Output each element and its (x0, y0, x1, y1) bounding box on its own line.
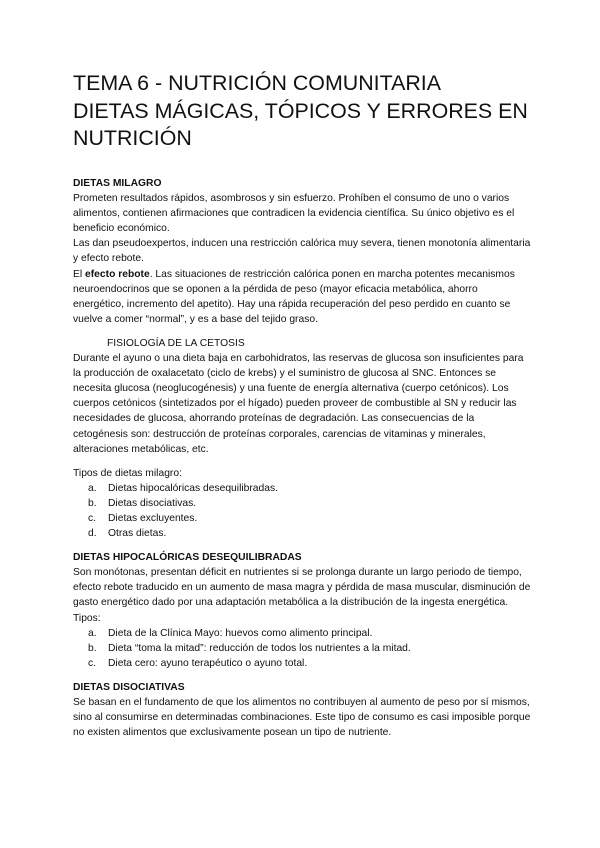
paragraph-efecto-rebote (73, 267, 531, 327)
paragraph-milagro-intro: Prometen resultados rápidos, asombrosos y sin esfuerzo. Prohíben el consumo de uno o varios alimentos, contienen afirmaciones que contradicen la evidencia científica. Su único objetivo es el beneficio económico. (73, 193, 515, 235)
list-marker: c. (88, 657, 97, 669)
document-title (73, 70, 573, 153)
list-item-text: Otras dietas. (108, 528, 167, 540)
list-item (73, 481, 531, 496)
document-body (73, 176, 531, 740)
heading-hipocaloricas: DIETAS HIPOCALÓRICAS DESEQUILIBRADAS (73, 552, 302, 564)
efecto-rebote-text: . Las situaciones de restricción calórica ponen en marcha potentes mecanismos neuroendocrinos que se oponen a la pérdida de peso (mayor eficacia metabólica, ahorro energético, incremento del apetito). Hay una rápida recuperación del peso perdido en cuanto se vuelve a comer “normal”, y es a base del tejido graso. (73, 268, 515, 325)
paragraph-hipocaloricas: Son monótonas, presentan déficit en nutrientes si se prolonga durante un largo periodo de tiempo, efecto rebote traducido en un aumento de masa magra y pérdida de masa muscular, disminución de gasto energético dado por una adaptación metabólica a la distribución de la ingesta energética. (73, 567, 531, 609)
title-line-3: NUTRICIÓN (73, 126, 192, 150)
list-item-text: Dietas excluyentes. (108, 512, 198, 524)
list-marker: a. (88, 627, 97, 639)
hipocaloricas-tipos-label: Tipos: (73, 612, 101, 624)
list-marker: b. (88, 497, 97, 509)
heading-disociativas: DIETAS DISOCIATIVAS (73, 681, 185, 693)
paragraph-cetosis: Durante el ayuno o una dieta baja en carbohidratos, las reservas de glucosa son insuficientes para la producción de oxalacetato (ciclo de krebs) y el suministro de glucosa al SNC. Entonces se necesita glucosa (neoglucogénesis) y una fuente de energía alternativa (cuerpo cetónicos). Los cuerpos cetónicos (sintetizados por el hígado) pueden proveer de combustible al SN y reducir las necesidades de glucosa, ahorrando proteínas de degradación. Las consecuencias de la cetogénesis son: destrucción de proteínas corporales, carencias de vitaminas y minerales, alteraciones metabólicas, etc. (73, 353, 524, 455)
list-item-text: Dietas hipocalóricas desequilibradas. (108, 482, 278, 494)
paragraph-disociativas: Se basan en el fundamento de que los alimentos no contribuyen al aumento de peso por sí mismos, sino al consumirse en determinadas combinaciones. Este tipo de consumo es casi imposible porque no existen alimentos que exclusivamente posean un tipo de nutriente. (73, 697, 531, 739)
list-item (73, 526, 531, 541)
list-marker: b. (88, 642, 97, 654)
efecto-rebote-term: efecto rebote (85, 268, 150, 280)
list-item (73, 656, 531, 671)
list-marker: a. (88, 482, 97, 494)
heading-fisiologia-cetosis: FISIOLOGÍA DE LA CETOSIS (107, 337, 245, 349)
list-item (73, 496, 531, 511)
paragraph-milagro-pseudoexpertos: Las dan pseudoexpertos, inducen una restricción calórica muy severa, tienen monotonía alimentaria y efecto rebote. (73, 238, 531, 265)
hipocaloricas-list (73, 626, 531, 671)
list-item-text: Dietas disociativas. (108, 497, 197, 509)
list-item (73, 511, 531, 526)
list-item-text: Dieta de la Clínica Mayo: huevos como alimento principal. (108, 627, 373, 639)
list-item (73, 641, 531, 656)
list-marker: c. (88, 512, 97, 524)
heading-dietas-milagro: DIETAS MILAGRO (73, 178, 162, 189)
tipos-intro: Tipos de dietas milagro: (73, 467, 182, 479)
list-item-text: Dieta cero: ayuno terapéutico o ayuno total. (108, 657, 308, 669)
list-item-text: Dieta “toma la mitad”: reducción de todos los nutrientes a la mitad. (108, 642, 411, 654)
list-item (73, 626, 531, 641)
tipos-list (73, 481, 531, 541)
efecto-rebote-pre: El (73, 268, 86, 280)
list-marker: d. (88, 528, 97, 540)
title-line-2: DIETAS MÁGICAS, TÓPICOS Y ERRORES EN (73, 98, 528, 123)
title-line-1: TEMA 6 - NUTRICIÓN COMUNITARIA (73, 71, 442, 95)
